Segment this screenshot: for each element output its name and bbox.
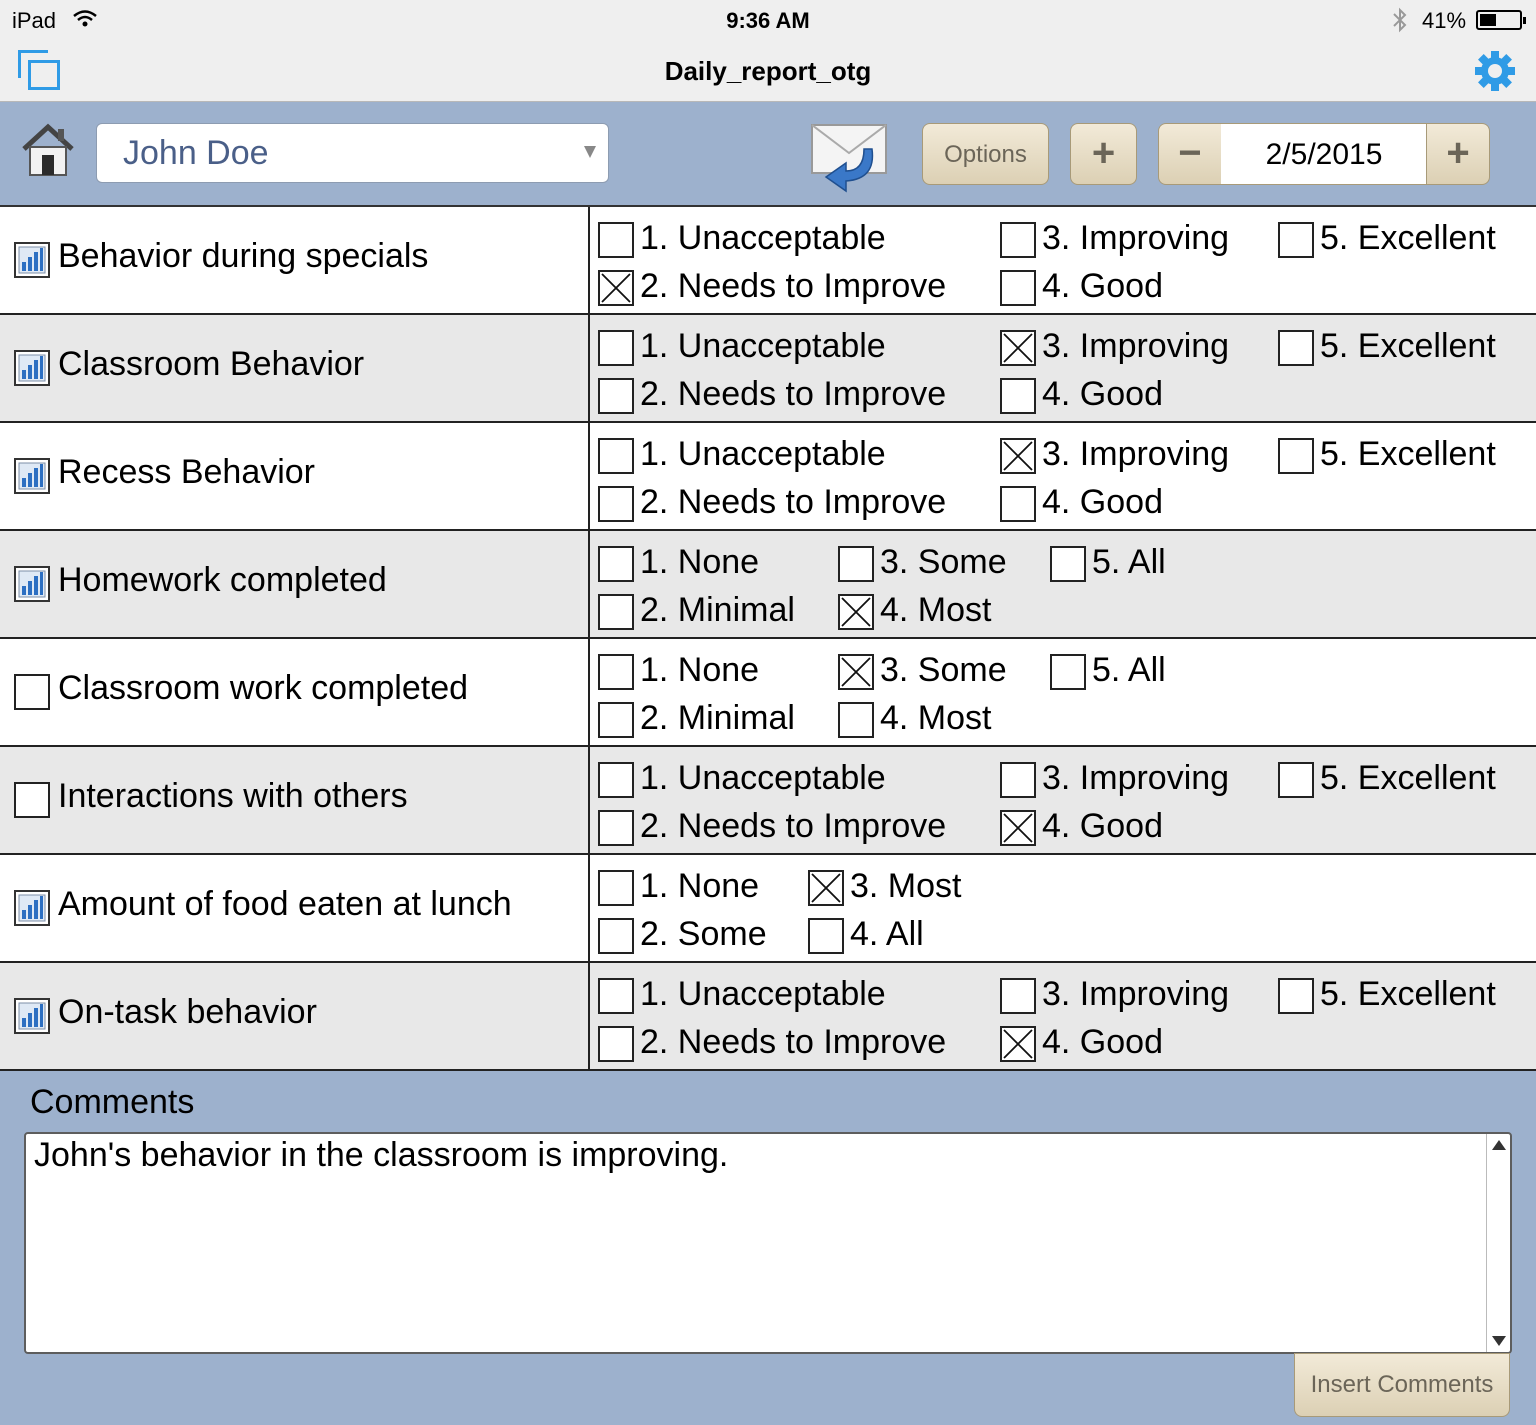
- rating-option-label: 2. Needs to Improve: [640, 807, 947, 845]
- add-button[interactable]: +: [1070, 123, 1137, 185]
- nav-bar: [0, 40, 1536, 102]
- options-button[interactable]: Options: [922, 123, 1049, 185]
- rating-option-label: 3. Some: [880, 543, 1007, 581]
- rating-option-label: 4. Most: [880, 591, 992, 629]
- row-label: Behavior during specials: [58, 237, 429, 275]
- rating-table: [0, 207, 1536, 1071]
- status-time: 9:36 AM: [726, 8, 810, 33]
- rating-option-label: 3. Improving: [1042, 975, 1230, 1013]
- rating-option-label: 5. Excellent: [1320, 759, 1496, 797]
- checkbox[interactable]: [1000, 222, 1036, 258]
- comments-heading: Comments: [30, 1083, 195, 1121]
- chevron-down-icon: [584, 146, 596, 158]
- rating-option-label: 1. Unacceptable: [640, 327, 886, 365]
- row-label: Classroom Behavior: [58, 345, 365, 383]
- chart-icon[interactable]: [14, 890, 50, 926]
- battery-icon: [1476, 10, 1522, 30]
- column-divider: [588, 963, 590, 1071]
- column-divider: [588, 315, 590, 423]
- checkbox[interactable]: [598, 594, 634, 630]
- rating-option-label: 2. Needs to Improve: [640, 267, 947, 305]
- rating-option-label: 3. Improving: [1042, 219, 1230, 257]
- chart-icon[interactable]: [14, 458, 50, 494]
- rating-option-label: 5. All: [1092, 543, 1166, 581]
- home-icon[interactable]: [20, 121, 76, 179]
- rating-row: [0, 639, 1536, 747]
- chart-icon[interactable]: [14, 242, 50, 278]
- rating-row: [0, 423, 1536, 531]
- rating-option-label: 2. Minimal: [640, 699, 795, 737]
- rating-option-label: 3. Most: [850, 867, 962, 905]
- column-divider: [588, 639, 590, 747]
- rating-option-label: 4. Good: [1042, 267, 1163, 305]
- rating-option-label: 2. Some: [640, 915, 767, 953]
- rating-option-label: 5. Excellent: [1320, 219, 1496, 257]
- rating-option-label: 1. None: [640, 867, 760, 905]
- rating-option-label: 2. Minimal: [640, 591, 795, 629]
- checked-checkbox[interactable]: [1000, 330, 1036, 366]
- checked-checkbox[interactable]: [1000, 1026, 1036, 1062]
- checkbox[interactable]: [838, 702, 874, 738]
- rating-option-label: 2. Needs to Improve: [640, 1023, 947, 1061]
- rating-option-label: 3. Improving: [1042, 759, 1230, 797]
- checkbox[interactable]: [1000, 762, 1036, 798]
- rating-option-label: 1. Unacceptable: [640, 219, 886, 257]
- column-divider: [588, 423, 590, 531]
- rating-option-label: 5. Excellent: [1320, 327, 1496, 365]
- checkbox[interactable]: [838, 546, 874, 582]
- checkbox[interactable]: [598, 378, 634, 414]
- checked-checkbox[interactable]: [838, 594, 874, 630]
- student-name: John Doe: [123, 134, 269, 172]
- rating-option-label: 3. Improving: [1042, 435, 1230, 473]
- comments-text: John's behavior in the classroom is improving.: [34, 1136, 729, 1174]
- rating-option-label: 4. Good: [1042, 807, 1163, 845]
- email-reply-icon[interactable]: [806, 119, 892, 197]
- checkbox[interactable]: [598, 810, 634, 846]
- rating-option-label: 1. Unacceptable: [640, 975, 886, 1013]
- checkbox[interactable]: [1278, 762, 1314, 798]
- checkbox[interactable]: [1000, 378, 1036, 414]
- chart-icon[interactable]: [14, 350, 50, 386]
- column-divider: [588, 747, 590, 855]
- status-bar: [0, 0, 1536, 40]
- scroll-up-icon[interactable]: [1492, 1140, 1506, 1150]
- checkbox[interactable]: [1000, 270, 1036, 306]
- comments-section: [0, 1071, 1536, 1425]
- checkbox[interactable]: [598, 1026, 634, 1062]
- rating-option-label: 5. All: [1092, 651, 1166, 689]
- checkbox[interactable]: [598, 486, 634, 522]
- rating-option-label: 4. Good: [1042, 483, 1163, 521]
- checkbox[interactable]: [598, 222, 634, 258]
- checkbox[interactable]: [598, 918, 634, 954]
- chart-icon[interactable]: [14, 998, 50, 1034]
- checkbox[interactable]: [1050, 546, 1086, 582]
- checkbox[interactable]: [1000, 486, 1036, 522]
- checkbox[interactable]: [1278, 330, 1314, 366]
- rating-option-label: 4. Most: [880, 699, 992, 737]
- rating-option-label: 1. Unacceptable: [640, 759, 886, 797]
- rating-row: [0, 963, 1536, 1071]
- next-date-button[interactable]: +: [1426, 123, 1490, 185]
- rating-option-label: 4. Good: [1042, 1023, 1163, 1061]
- previous-date-button[interactable]: −: [1158, 123, 1222, 185]
- checkbox-icon[interactable]: [14, 674, 50, 710]
- checked-checkbox[interactable]: [838, 654, 874, 690]
- row-label: Recess Behavior: [58, 453, 316, 491]
- checkbox[interactable]: [1278, 222, 1314, 258]
- device-name: iPad: [12, 8, 57, 33]
- rating-row: [0, 207, 1536, 315]
- column-divider: [588, 855, 590, 963]
- checked-checkbox[interactable]: [1000, 810, 1036, 846]
- scrollbar[interactable]: [1486, 1134, 1510, 1352]
- page-title: Daily_report_otg: [664, 56, 872, 86]
- rating-option-label: 2. Needs to Improve: [640, 375, 947, 413]
- rating-row: [0, 531, 1536, 639]
- toolbar: [0, 103, 1536, 207]
- chart-icon[interactable]: [14, 566, 50, 602]
- checked-checkbox[interactable]: [808, 870, 844, 906]
- bluetooth-icon: [1390, 6, 1410, 40]
- row-label: On-task behavior: [58, 993, 317, 1031]
- row-label: Classroom work completed: [58, 669, 469, 707]
- checkbox[interactable]: [1278, 438, 1314, 474]
- row-label: Amount of food eaten at lunch: [58, 885, 512, 923]
- rating-option-label: 1. None: [640, 651, 760, 689]
- comments-textarea[interactable]: [24, 1132, 1512, 1354]
- checkbox[interactable]: [1278, 978, 1314, 1014]
- checkbox[interactable]: [1050, 654, 1086, 690]
- rating-option-label: 5. Excellent: [1320, 435, 1496, 473]
- battery-percent: 41%: [1422, 8, 1467, 33]
- date-field[interactable]: 2/5/2015: [1221, 123, 1427, 185]
- rating-option-label: 2. Needs to Improve: [640, 483, 947, 521]
- checkbox[interactable]: [598, 870, 634, 906]
- checked-checkbox[interactable]: [1000, 438, 1036, 474]
- row-label: Homework completed: [58, 561, 387, 599]
- checkbox[interactable]: [598, 546, 634, 582]
- rating-option-label: 3. Some: [880, 651, 1007, 689]
- rating-row: [0, 747, 1536, 855]
- student-select[interactable]: [96, 123, 609, 183]
- rating-row: [0, 315, 1536, 423]
- row-label: Interactions with others: [58, 777, 408, 815]
- rating-option-label: 3. Improving: [1042, 327, 1230, 365]
- checkbox[interactable]: [598, 702, 634, 738]
- rating-row: [0, 855, 1536, 963]
- rating-option-label: 1. None: [640, 543, 760, 581]
- checkbox[interactable]: [1000, 978, 1036, 1014]
- checkbox-icon[interactable]: [14, 782, 50, 818]
- rating-option-label: 4. Good: [1042, 375, 1163, 413]
- checkbox[interactable]: [598, 762, 634, 798]
- rating-option-label: 4. All: [850, 915, 924, 953]
- checkbox[interactable]: [598, 330, 634, 366]
- checkbox[interactable]: [598, 978, 634, 1014]
- checkbox[interactable]: [598, 438, 634, 474]
- checkbox[interactable]: [598, 654, 634, 690]
- scroll-down-icon[interactable]: [1492, 1336, 1506, 1346]
- column-divider: [588, 207, 590, 315]
- insert-comments-button[interactable]: Insert Comments: [1294, 1353, 1510, 1417]
- checkbox[interactable]: [808, 918, 844, 954]
- gear-icon[interactable]: [1474, 50, 1516, 92]
- rating-option-label: 5. Excellent: [1320, 975, 1496, 1013]
- column-divider: [588, 531, 590, 639]
- checked-checkbox[interactable]: [598, 270, 634, 306]
- rating-option-label: 1. Unacceptable: [640, 435, 886, 473]
